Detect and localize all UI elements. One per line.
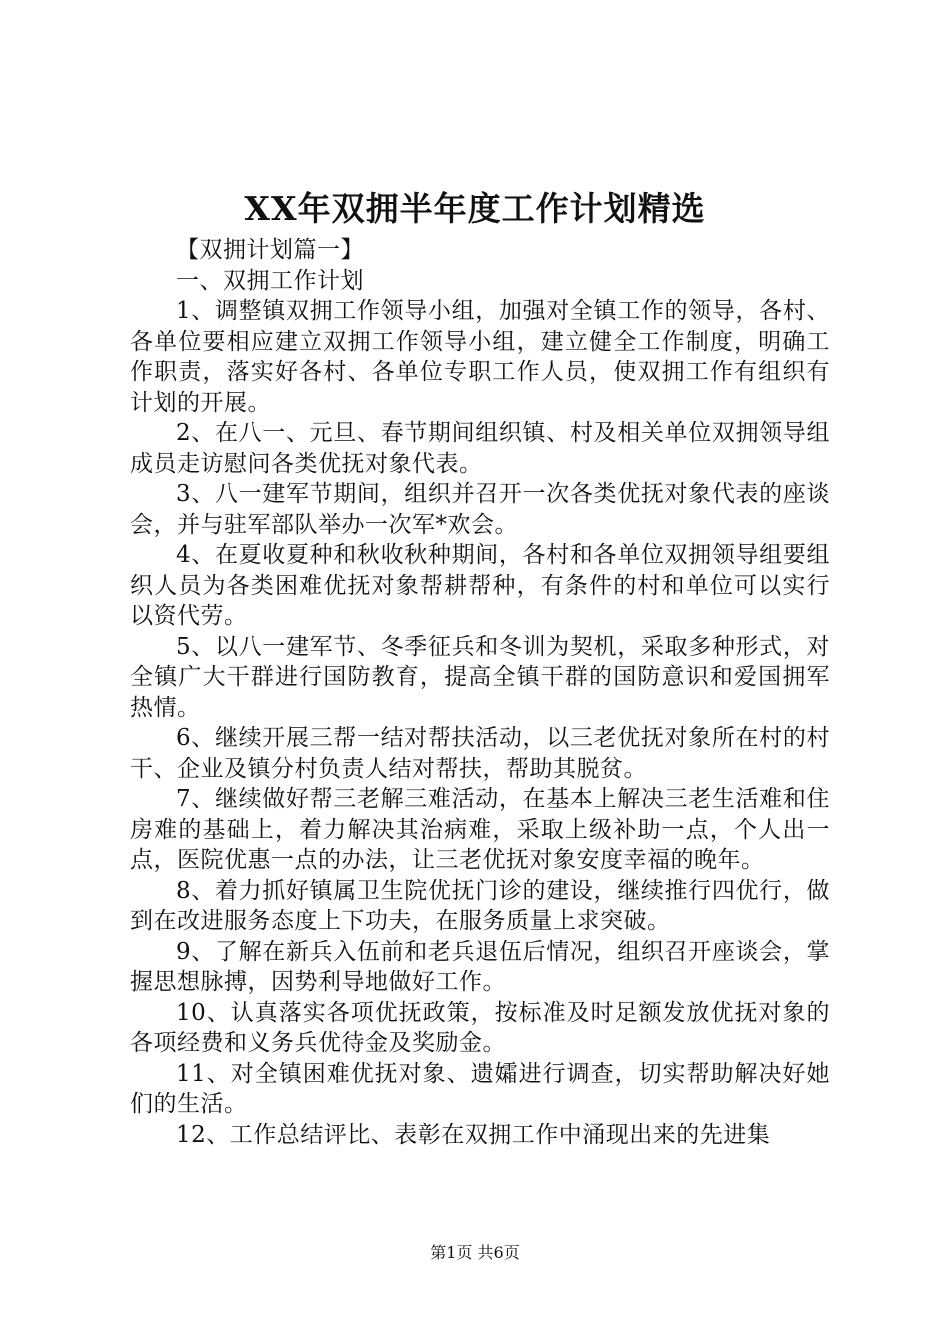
paragraph-item-11: 11、对全镇困难优抚对象、遗孀进行调查，切实帮助解决好她们的生活。: [130, 1060, 830, 1117]
document-body: [130, 235, 830, 1150]
paragraph-item-1: 1、调整镇双拥工作领导小组，加强对全镇工作的领导，各村、各单位要相应建立双拥工作领导小组，建立健全工作制度，明确工作职责，落实好各村、各单位专职工作人员，使双拥工作有组织有计划的开展。: [130, 298, 830, 416]
page-number-footer: 第1页 共6页: [430, 1243, 520, 1262]
paragraph-item-7: 7、继续做好帮三老解三难活动，在基本上解决三老生活难和住房难的基础上，着力解决其治病难，采取上级补助一点，个人出一点，医院优惠一点的办法，让三老优抚对象安度幸福的晚年。: [130, 786, 830, 873]
paragraph-item-12: 12、工作总结评比、表彰在双拥工作中涌现出来的先进集: [176, 1121, 771, 1148]
paragraph-item-6: 6、继续开展三帮一结对帮扶活动，以三老优抚对象所在村的村干、企业及镇分村负责人结对帮扶，帮助其脱贫。: [130, 725, 830, 782]
paragraph-item-9: 9、了解在新兵入伍前和老兵退伍后情况，组织召开座谈会，掌握思想脉搏，因势利导地做好工作。: [130, 938, 830, 995]
paragraph-subheading: 一、双拥工作计划: [176, 267, 364, 294]
paragraph-item-4: 4、在夏收夏种和秋收秋种期间，各村和各单位双拥领导组要组织人员为各类困难优抚对象帮耕帮种，有条件的村和单位可以实行以资代劳。: [130, 542, 830, 629]
paragraph-item-2: 2、在八一、元旦、春节期间组织镇、村及相关单位双拥领导组成员走访慰问各类优抚对象代表。: [130, 420, 830, 477]
paragraph-item-8: 8、着力抓好镇属卫生院优抚门诊的建设，继续推行四优行，做到在改进服务态度上下功夫，在服务质量上求突破。: [130, 877, 830, 934]
paragraph-item-3: 3、八一建军节期间，组织并召开一次各类优抚对象代表的座谈会，并与驻军部队举办一次军*欢会。: [130, 481, 830, 538]
document-title: XX年双拥半年度工作计划精选: [244, 189, 706, 228]
paragraph-item-5: 5、以八一建军节、冬季征兵和冬训为契机，采取多种形式，对全镇广大干群进行国防教育，提高全镇干群的国防意识和爱国拥军热情。: [130, 633, 830, 721]
paragraph-item-10: 10、认真落实各项优抚政策，按标准及时足额发放优抚对象的各项经费和义务兵优待金及奖励金。: [130, 999, 830, 1056]
paragraph-section-heading: 【双拥计划篇一】: [176, 237, 364, 263]
